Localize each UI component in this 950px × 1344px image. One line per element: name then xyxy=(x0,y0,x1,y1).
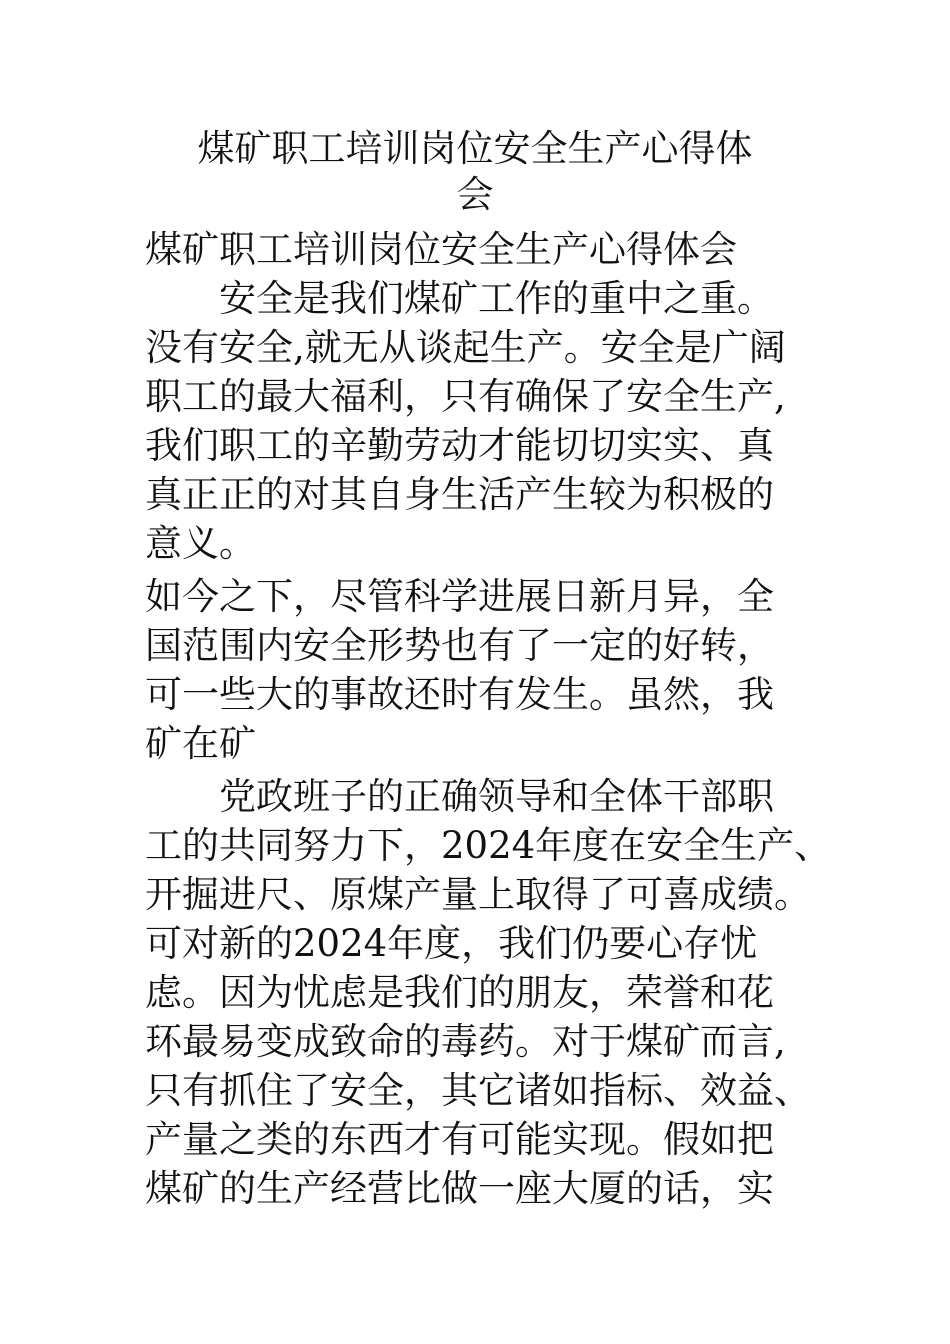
body-line-11: 矿在矿 xyxy=(145,722,256,765)
body-line-3: 没有安全,就无从谈起生产。安全是广阔 xyxy=(145,326,786,369)
body-line-10: 可一些大的事故还时有发生。虽然，我 xyxy=(145,673,774,716)
body-line-16: 虑。因为忧虑是我们的朋友，荣誉和花 xyxy=(145,971,774,1014)
body-line-19: 产量之类的东西才有可能实现。假如把 xyxy=(145,1118,774,1161)
document-title xyxy=(145,126,805,218)
body-line-7: 意义。 xyxy=(145,522,256,565)
body-line-8: 如今之下，尽管科学进展日新月异，全 xyxy=(145,575,774,618)
title-line-1: 煤矿职工培训岗位安全生产心得体 xyxy=(197,127,753,170)
body-line-17: 环最易变成致命的毒药。对于煤矿而言, xyxy=(145,1020,786,1063)
title-line-2: 会 xyxy=(456,173,494,216)
body-line-9: 国范围内安全形势也有了一定的好转， xyxy=(145,624,774,667)
body-line-15: 可对新的2024年度，我们仍要心存忧 xyxy=(145,922,758,965)
body-line-6: 真正正的对其自身生活产生较为积极的 xyxy=(145,473,774,516)
body-line-1: 煤矿职工培训岗位安全生产心得体会 xyxy=(145,228,737,271)
body-line-13: 工的共同努力下，2024年度在安全生产、 xyxy=(145,824,832,867)
body-line-18: 只有抓住了安全，其它诸如指标、效益、 xyxy=(145,1069,811,1112)
body-line-2: 安全是我们煤矿工作的重中之重。 xyxy=(145,277,774,320)
body-line-12: 党政班子的正确领导和全体干部职 xyxy=(145,775,774,818)
body-line-20: 煤矿的生产经营比做一座大厦的话，实 xyxy=(145,1167,774,1210)
body-line-4: 职工的最大福利，只有确保了安全生产, xyxy=(145,375,786,418)
body-line-5: 我们职工的辛勤劳动才能切切实实、真 xyxy=(145,424,774,467)
body-line-14: 开掘进尺、原煤产量上取得了可喜成绩。 xyxy=(145,873,811,916)
